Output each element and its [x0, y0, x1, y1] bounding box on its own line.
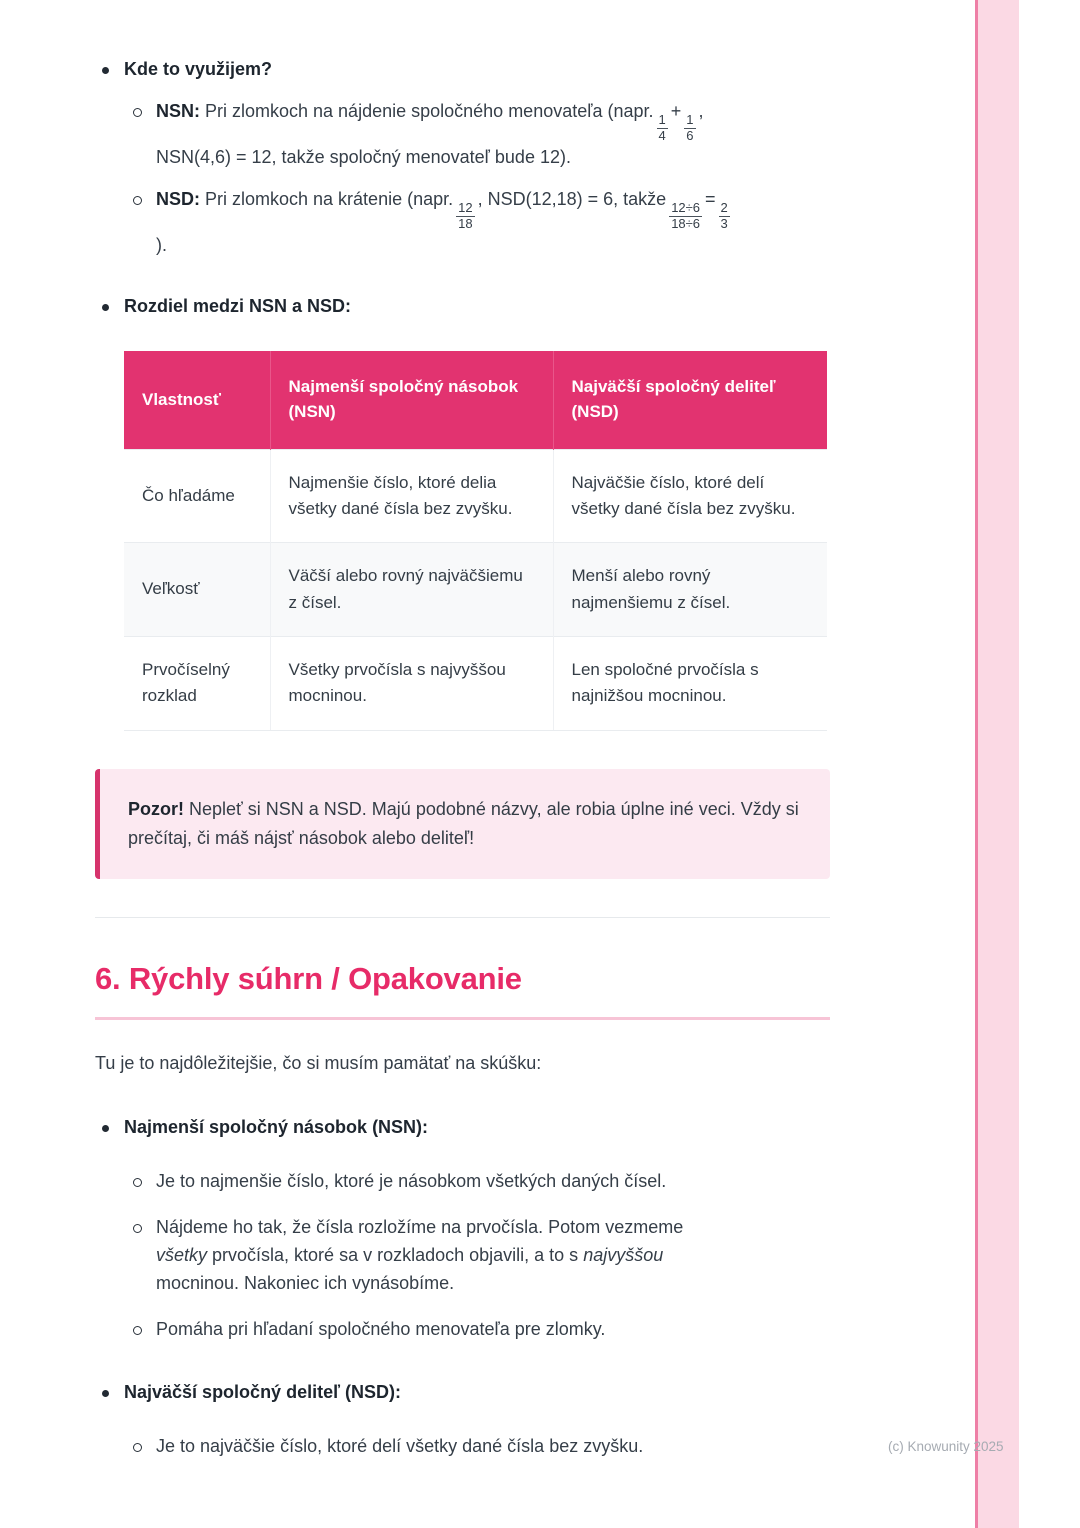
row-header-cell: Prvočíselný rozklad	[124, 636, 270, 730]
list-item-body	[124, 293, 830, 730]
list-item-body	[124, 1379, 830, 1461]
fraction-numerator: 1	[686, 111, 694, 127]
fraction-denominator: 6	[686, 127, 694, 143]
header-cell-nsd: Najväčší spoločný deliteľ (NSD)	[553, 351, 827, 449]
summary-nsd-point-1: Je to najväčšie číslo, ktoré delí všetky dané čísla bez zvyšku.	[156, 1436, 644, 1457]
difference-title: Rozdiel medzi NSN a NSD:	[124, 296, 352, 317]
usage-nsn-text	[156, 98, 830, 172]
warning-callout	[95, 769, 830, 879]
list-row	[95, 1114, 830, 1343]
text-segment: Nájdeme ho tak, že čísla rozložíme na prvočísla. Potom vezmeme	[156, 1216, 684, 1237]
bullet-circle-icon	[133, 1224, 142, 1233]
list-item-body	[156, 98, 830, 172]
summary-bullet-list	[95, 1114, 830, 1461]
list-item-body	[156, 1316, 830, 1344]
table-row	[124, 449, 827, 543]
callout-text	[128, 795, 802, 853]
text-segment: NSN(4,6) = 12, takže spoločný menovateľ bude 12).	[156, 146, 571, 167]
table-cell: Menší alebo rovný najmenšiemu z čísel.	[553, 543, 827, 637]
summary-nsd-title: Najväčší spoločný deliteľ (NSD):	[124, 1382, 402, 1403]
list-item	[124, 1168, 830, 1196]
text-segment: Pri zlomkoch na nájdenie spoločného menovateľa (napr.	[200, 100, 654, 121]
list-row	[124, 98, 830, 172]
section-heading: 6. Rýchly súhrn / Opakovanie	[95, 960, 830, 1020]
row-header-cell: Čo hľadáme	[124, 449, 270, 543]
list-row	[95, 56, 830, 259]
bullet-dot-icon	[102, 1125, 109, 1132]
operator: +	[670, 100, 682, 121]
table-cell: Väčší alebo rovný najväčšiemu z čísel.	[270, 543, 553, 637]
fraction-denominator: 3	[720, 215, 728, 231]
fraction-2-3	[719, 201, 730, 232]
section-divider	[95, 917, 830, 918]
table-row	[124, 636, 827, 730]
operator: =	[705, 188, 716, 209]
fraction-denominator: 18÷6	[671, 215, 701, 231]
fraction-1-6	[684, 113, 695, 144]
list-item	[124, 1316, 830, 1344]
list-row	[95, 293, 830, 730]
list-row	[124, 186, 830, 260]
summary-nsn-point-1: Je to najmenšie číslo, ktoré je násobkom všetkých daných čísel.	[156, 1170, 667, 1191]
row-header-cell: Veľkosť	[124, 543, 270, 637]
text-segment: , NSD(12,18) = 6, takže	[477, 188, 667, 209]
usage-sublist	[124, 98, 830, 260]
summary-nsn-point-2	[156, 1214, 830, 1298]
list-item-body	[156, 1168, 830, 1196]
summary-nsd-sublist	[124, 1433, 830, 1461]
callout-label: Pozor!	[128, 798, 184, 819]
list-row	[95, 1379, 830, 1461]
table-row	[124, 543, 827, 637]
emphasis-text: všetky	[156, 1244, 208, 1265]
list-row	[124, 1316, 830, 1344]
list-row	[124, 1168, 830, 1196]
fraction-1-4	[657, 113, 668, 144]
summary-nsn-point-3: Pomáha pri hľadaní spoločného menovateľa pre zlomky.	[156, 1318, 606, 1339]
fraction-numerator: 12÷6	[671, 199, 701, 215]
list-item-body	[156, 1433, 830, 1461]
emphasis-text: najvyššou	[583, 1244, 664, 1265]
fraction-denominator: 4	[658, 127, 666, 143]
table-cell: Len spoločné prvočísla s najnižšou mocninou.	[553, 636, 827, 730]
nsn-label: NSN:	[156, 100, 200, 121]
bullet-dot-icon	[102, 1390, 109, 1397]
table-header-row	[124, 351, 827, 449]
fraction-numerator: 2	[720, 199, 728, 215]
table-cell: Všetky prvočísla s najvyššou mocninou.	[270, 636, 553, 730]
text-segment: Pri zlomkoch na krátenie (napr.	[200, 188, 454, 209]
fraction-numerator: 12	[458, 199, 473, 215]
list-row	[124, 1214, 830, 1298]
text-segment: Nepleť si NSN a NSD. Majú podobné názvy, ale robia úplne iné veci. Vždy si prečítaj, či máš nájsť násobok alebo deliteľ!	[128, 798, 799, 848]
table-cell: Najväčšie číslo, ktoré delí všetky dané čísla bez zvyšku.	[553, 449, 827, 543]
bullet-circle-icon	[133, 108, 142, 117]
summary-nsn-sublist	[124, 1168, 830, 1343]
fraction-12-18	[456, 201, 474, 232]
bullet-circle-icon	[133, 1326, 142, 1335]
usage-nsd-item	[124, 186, 830, 260]
text-segment: prvočísla, ktoré sa v rozkladoch objavili, a to s	[207, 1244, 584, 1265]
comparison-table-wrapper	[124, 351, 830, 730]
header-cell-property: Vlastnosť	[124, 351, 270, 449]
summary-nsd-item	[95, 1379, 830, 1461]
text-segment: ).	[156, 234, 167, 255]
bullet-circle-icon	[133, 1443, 142, 1452]
list-item-difference	[95, 293, 830, 730]
list-item-usage	[95, 56, 830, 259]
usage-title: Kde to využijem?	[124, 59, 273, 79]
list-row	[124, 1433, 830, 1461]
fraction-12d6-18d6	[669, 201, 702, 232]
list-item	[124, 1433, 830, 1461]
list-item-body	[156, 186, 830, 260]
summary-nsn-title: Najmenší spoločný násobok (NSN):	[124, 1117, 429, 1138]
list-item	[124, 1214, 830, 1298]
fraction-denominator: 18	[458, 215, 473, 231]
list-item-body	[124, 56, 830, 259]
page-edge-stripe	[975, 0, 1019, 1528]
usage-nsn-item	[124, 98, 830, 172]
bullet-circle-icon	[133, 1178, 142, 1187]
table-body	[124, 449, 827, 730]
usage-nsd-text	[156, 186, 830, 260]
top-bullet-list	[95, 56, 830, 731]
text-segment: mocninou. Nakoniec ich vynásobíme.	[156, 1272, 455, 1293]
list-item-body	[124, 1114, 830, 1343]
summary-nsn-item	[95, 1114, 830, 1343]
comparison-table	[124, 351, 827, 730]
document-content	[95, 56, 830, 1461]
summary-intro: Tu je to najdôležitejšie, čo si musím pamätať na skúšku:	[95, 1053, 542, 1074]
table-head	[124, 351, 827, 449]
table-cell: Najmenšie číslo, ktoré delia všetky dané čísla bez zvyšku.	[270, 449, 553, 543]
fraction-numerator: 1	[658, 111, 666, 127]
list-item-body	[156, 1214, 830, 1298]
bullet-circle-icon	[133, 196, 142, 205]
bullet-dot-icon	[102, 67, 109, 74]
watermark: (c) Knowunity 2025	[888, 1439, 1004, 1454]
text-segment: ,	[698, 100, 704, 121]
bullet-dot-icon	[102, 304, 109, 311]
header-cell-nsn: Najmenší spoločný násobok (NSN)	[270, 351, 553, 449]
nsd-label: NSD:	[156, 188, 200, 209]
